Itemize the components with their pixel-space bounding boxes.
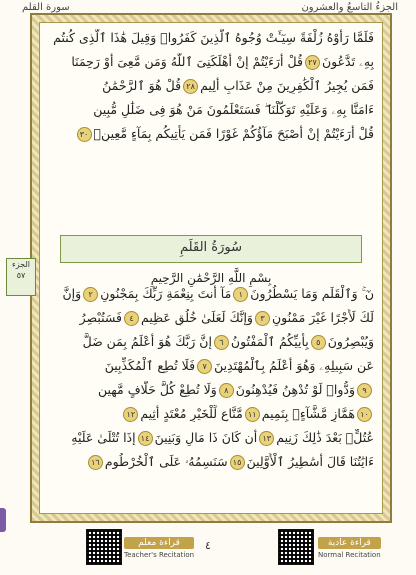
ayah-number-marker: ٨ — [219, 383, 234, 398]
normal-recitation-en: Normal Recitation — [318, 551, 381, 559]
verse-line — [48, 309, 374, 326]
ayah-number-marker: ١١ — [245, 407, 260, 422]
verse-text: ءَايَٰتُنَا قَالَ أَسَٰطِيرُ ٱلْأَوَّلِينَ — [246, 454, 374, 469]
verse-text: مَآ أَنتَ بِنِعْمَةِ رَبِّكَ بِمَجْنُونٍ — [100, 286, 232, 301]
header-surah: سورة القلم — [22, 2, 70, 13]
verse-text: وَيُبْصِرُونَ — [327, 334, 374, 349]
ayah-number-marker: ٩ — [357, 383, 372, 398]
verse-text: وَدُّوا۟ لَوْ تُدْهِنُ فَيُدْهِنُونَ — [235, 382, 355, 397]
ayah-number-marker: ٣٠ — [77, 127, 92, 142]
qr-code-normal[interactable] — [278, 529, 314, 565]
normal-recitation-ar: قراءة عادية — [318, 537, 381, 549]
verse-line — [48, 285, 374, 302]
verse-text: مَّنَّاعٍ لِّلْخَيْرِ مُعْتَدٍ أَثِيمٍ — [140, 406, 243, 421]
verse-text: قُلْ هُوَ ٱلرَّحْمَٰنُ — [102, 78, 182, 93]
ayah-number-marker: ٢٧ — [305, 55, 320, 70]
verse-text: عَن سَبِيلِهِۦ وَهُوَ أَعْلَمُ بِٱلْمُهْتَدِينَ — [214, 358, 374, 373]
ayah-number-marker: ٢٨ — [183, 79, 198, 94]
verse-line — [48, 381, 374, 398]
ayah-number-marker: ١٠ — [357, 407, 372, 422]
verse-text: فَسَتُبْصِرُ — [79, 310, 123, 325]
verse-text: وَإِنَّكَ لَعَلَىٰ خُلُقٍ عَظِيمٍ — [141, 310, 253, 325]
verse-line — [48, 125, 374, 142]
text-area — [39, 22, 383, 514]
ayah-number-marker: ٤ — [124, 311, 139, 326]
verse-text: أَن كَانَ ذَا مَالٍ وَبَنِينَ — [154, 430, 258, 445]
verse-text: نٓ ۚ وَٱلْقَلَمِ وَمَا يَسْطُرُونَ — [250, 286, 374, 301]
verse-line — [48, 357, 374, 374]
verse-text: إِذَا تُتْلَىٰ عَلَيْهِ — [71, 430, 136, 445]
verse-text: فَلَا تُطِعِ ٱلْمُكَذِّبِينَ — [104, 358, 196, 373]
teacher-recitation-en: Teacher's Recitation — [124, 551, 195, 559]
ayah-number-marker: ٥ — [311, 335, 326, 350]
basmala: بِسْمِ اللَّهِ الرَّحْمَٰنِ الرَّحِيمِ — [150, 271, 272, 285]
verse-text: سَنَسِمُهُۥ عَلَى ٱلْخُرْطُومِ — [104, 454, 228, 469]
surah-banner — [60, 235, 362, 263]
verse-text: ءَامَنَّا بِهِۦ وَعَلَيْهِ تَوَكَّلْنَا ۖ فَسَتَعْلَمُونَ مَنْ هُوَ فِى ضَلَٰلٍ مُّبِينٍ — [93, 102, 374, 117]
ayah-number-marker: ٣ — [255, 311, 270, 326]
verse-text: بِأَييِّكُمُ ٱلْمَفْتُونُ — [230, 334, 309, 349]
surah-title: سُورَةُ القَلَمِ — [180, 240, 242, 255]
verse-line — [48, 29, 374, 46]
ayah-number-marker: ١٥ — [230, 455, 245, 470]
teacher-recitation-ar: قراءة معلم — [124, 537, 194, 549]
verse-line — [48, 333, 374, 350]
ayah-number-marker: ١٣ — [259, 431, 274, 446]
page-number: ٤ — [205, 539, 211, 552]
verse-text: إِنَّ رَبَّكَ هُوَ أَعْلَمُ بِمَن ضَلَّ — [82, 334, 212, 349]
verse-line — [48, 429, 374, 446]
verse-text: هَمَّازٍ مَّشَّآءٍۭ بِنَمِيمٍ — [261, 406, 355, 421]
ayah-number-marker: ١٢ — [123, 407, 138, 422]
verse-text: قُلْ أَرَءَيْتُمْ إِنْ أَهْلَكَنِىَ ٱللَّهُ وَمَن مَّعِىَ أَوْ رَحِمَنَا — [71, 54, 303, 69]
verse-line — [48, 101, 374, 118]
page-frame — [30, 13, 392, 523]
verse-line — [48, 53, 374, 70]
quran-text — [40, 23, 382, 513]
juz-marker-word: الجزء — [12, 260, 30, 269]
verse-text: وَإِنَّ — [62, 286, 82, 301]
verse-text: بِهِۦ تَدَّعُونَ — [321, 54, 374, 69]
ayah-number-marker: ٢ — [83, 287, 98, 302]
ayah-number-marker: ١ — [233, 287, 248, 302]
ayah-number-marker: ١٦ — [88, 455, 103, 470]
verse-text: لَكَ لَأَجْرًا غَيْرَ مَمْنُونٍ — [271, 310, 374, 325]
verse-text: عُتُلٍّۭ بَعْدَ ذَٰلِكَ زَنِيمٍ — [276, 430, 374, 445]
verse-line — [48, 77, 374, 94]
verse-text: فَلَمَّا رَأَوْهُ زُلْفَةً سِيٓـَٔتْ وُجُوهُ ٱلَّذِينَ كَفَرُوا۟ وَقِيلَ هَٰذَا ٱلَّذِى كُنتُم — [53, 30, 374, 45]
juz-marker — [6, 258, 36, 296]
header-juz: الجزءُ التاسعُ والعشرون — [301, 2, 398, 13]
verse-text: قُلْ أَرَءَيْتُمْ إِنْ أَصْبَحَ مَآؤُكُمْ غَوْرًا فَمَن يَأْتِيكُم بِمَآءٍ مَّعِينٍۭ — [93, 126, 374, 141]
verse-text: وَلَا تُطِعْ كُلَّ حَلَّافٍ مَّهِينٍ — [97, 382, 217, 397]
ayah-number-marker: ٧ — [197, 359, 212, 374]
ayah-number-marker: ١٤ — [138, 431, 153, 446]
verse-line — [48, 453, 374, 470]
footer — [0, 529, 416, 573]
verse-line — [48, 405, 374, 422]
normal-recitation-label[interactable] — [318, 537, 381, 559]
juz-marker-number: ٥٧ — [16, 271, 26, 280]
verse-text: فَمَن يُجِيرُ ٱلْكَٰفِرِينَ مِنْ عَذَابٍ أَلِيمٍ — [200, 78, 374, 93]
ayah-number-marker: ٦ — [214, 335, 229, 350]
